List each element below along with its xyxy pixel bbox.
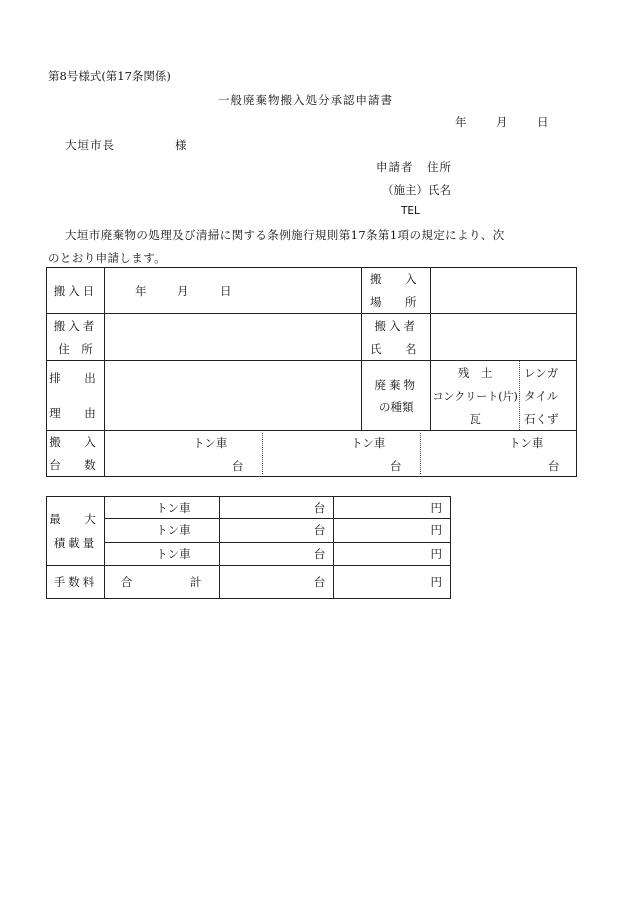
truck-unit-2: トン車 [350, 436, 386, 450]
carrier-address-label-1: 搬入者 [53, 318, 98, 333]
waste-option-brick[interactable]: レンガ [524, 365, 559, 380]
vehicle-count-field[interactable] [104, 431, 576, 477]
max-load-label-1: 最 大 [49, 512, 102, 526]
date-field[interactable] [104, 268, 361, 314]
applicant-address-label: 住所 [427, 160, 452, 174]
total-fee[interactable] [334, 566, 451, 599]
vehicle-unit-1: 台 [231, 459, 244, 473]
total-label-cell [104, 566, 219, 599]
body-text-line2: のとおり申請します。 [48, 251, 167, 265]
fee-label-cell [47, 566, 105, 599]
recipient-name: 大垣市長 [65, 138, 115, 152]
page-title: 一般廃棄物搬入処分承認申請書 [218, 93, 393, 107]
place-label-cell [362, 268, 431, 314]
total-label-2: 計 [189, 575, 202, 589]
waste-option-soil[interactable]: 残 土 [457, 365, 493, 380]
carrier-name-label-2: 氏 名 [370, 341, 423, 356]
max-load-truck-1[interactable] [104, 497, 219, 519]
waste-type-label-cell [362, 361, 431, 431]
reason-field[interactable] [104, 361, 361, 431]
vehicle-unit: 台 [313, 575, 326, 589]
application-table [46, 267, 577, 477]
waste-type-label-2: の種類 [379, 399, 414, 414]
date-field-year: 年 [134, 284, 147, 298]
yen-unit: 円 [430, 523, 442, 538]
max-load-count-1[interactable] [219, 497, 334, 519]
vehicle-count-label-cell [47, 431, 105, 477]
date-label-cell [47, 268, 105, 314]
max-load-truck-3[interactable] [104, 542, 219, 565]
place-label-2: 場 所 [370, 294, 423, 309]
applicant-owner-label: （施主）氏名 [382, 183, 451, 197]
place-label-1: 搬 入 [370, 272, 423, 287]
yen-unit: 円 [430, 500, 442, 515]
truck-unit: トン車 [156, 500, 191, 515]
yen-unit: 円 [430, 575, 442, 589]
date-field-day: 日 [219, 284, 232, 298]
carrier-name-label-1: 搬入者 [374, 318, 418, 333]
recipient-honorific: 様 [175, 138, 187, 152]
vehicle-unit-2: 台 [389, 459, 402, 473]
vehicle-divider-1 [262, 433, 263, 474]
vehicle-count-label-1: 搬 入 [49, 435, 102, 450]
waste-options-b [520, 361, 577, 431]
place-field[interactable] [431, 268, 577, 314]
truck-unit-1: トン車 [192, 436, 228, 450]
max-load-count-2[interactable] [219, 519, 334, 542]
vehicle-count-label-2: 台 数 [49, 457, 102, 472]
waste-option-tile[interactable]: タイル [524, 388, 559, 403]
max-load-truck-2[interactable] [104, 519, 219, 542]
waste-option-stone[interactable]: 石くず [524, 411, 559, 426]
applicant-tel-label: TEL [401, 205, 420, 217]
vehicle-unit: 台 [313, 546, 326, 561]
date-year: 年 [455, 115, 467, 129]
fee-table [46, 496, 451, 599]
reason-label-2: 理 由 [49, 405, 102, 420]
fee-label: 手数料 [53, 575, 98, 589]
applicant-label: 申請者 [376, 160, 414, 174]
carrier-name-field[interactable] [431, 314, 577, 361]
waste-type-label-1: 廃棄物 [374, 377, 418, 392]
date-month: 月 [496, 115, 508, 129]
carrier-address-field[interactable] [104, 314, 361, 361]
carrier-name-label-cell [362, 314, 431, 361]
vehicle-unit: 台 [313, 500, 326, 515]
total-label-1: 合 [120, 575, 133, 589]
vehicle-unit-3: 台 [547, 459, 560, 473]
waste-option-tile-roof[interactable]: 瓦 [469, 411, 481, 426]
date-field-month: 月 [176, 284, 189, 298]
max-load-label-cell [47, 497, 105, 566]
reason-label-1: 排 出 [49, 371, 102, 386]
body-text-line1: 大垣市廃棄物の処理及び清掃に関する条例施行規則第17条第1項の規定により、次 [65, 228, 505, 242]
waste-option-concrete[interactable]: コンクリート(片) [432, 389, 518, 403]
truck-unit-3: トン車 [508, 436, 544, 450]
total-count[interactable] [219, 566, 334, 599]
date-day: 日 [537, 115, 549, 129]
carrier-address-label-cell [47, 314, 105, 361]
carrier-address-label-2: 住 所 [58, 341, 93, 356]
truck-unit: トン車 [156, 546, 191, 561]
waste-options-a [431, 361, 520, 431]
yen-unit: 円 [430, 546, 442, 561]
max-load-fee-3[interactable] [334, 542, 451, 565]
max-load-label-2: 積載量 [53, 536, 98, 550]
date-label: 搬入日 [53, 283, 98, 298]
truck-unit: トン車 [156, 523, 191, 538]
form-number: 第8号様式(第17条関係) [48, 69, 171, 83]
max-load-fee-1[interactable] [334, 497, 451, 519]
reason-label-cell [47, 361, 105, 431]
max-load-fee-2[interactable] [334, 519, 451, 542]
vehicle-unit: 台 [313, 523, 326, 538]
max-load-count-3[interactable] [219, 542, 334, 565]
vehicle-divider-2 [420, 433, 421, 474]
